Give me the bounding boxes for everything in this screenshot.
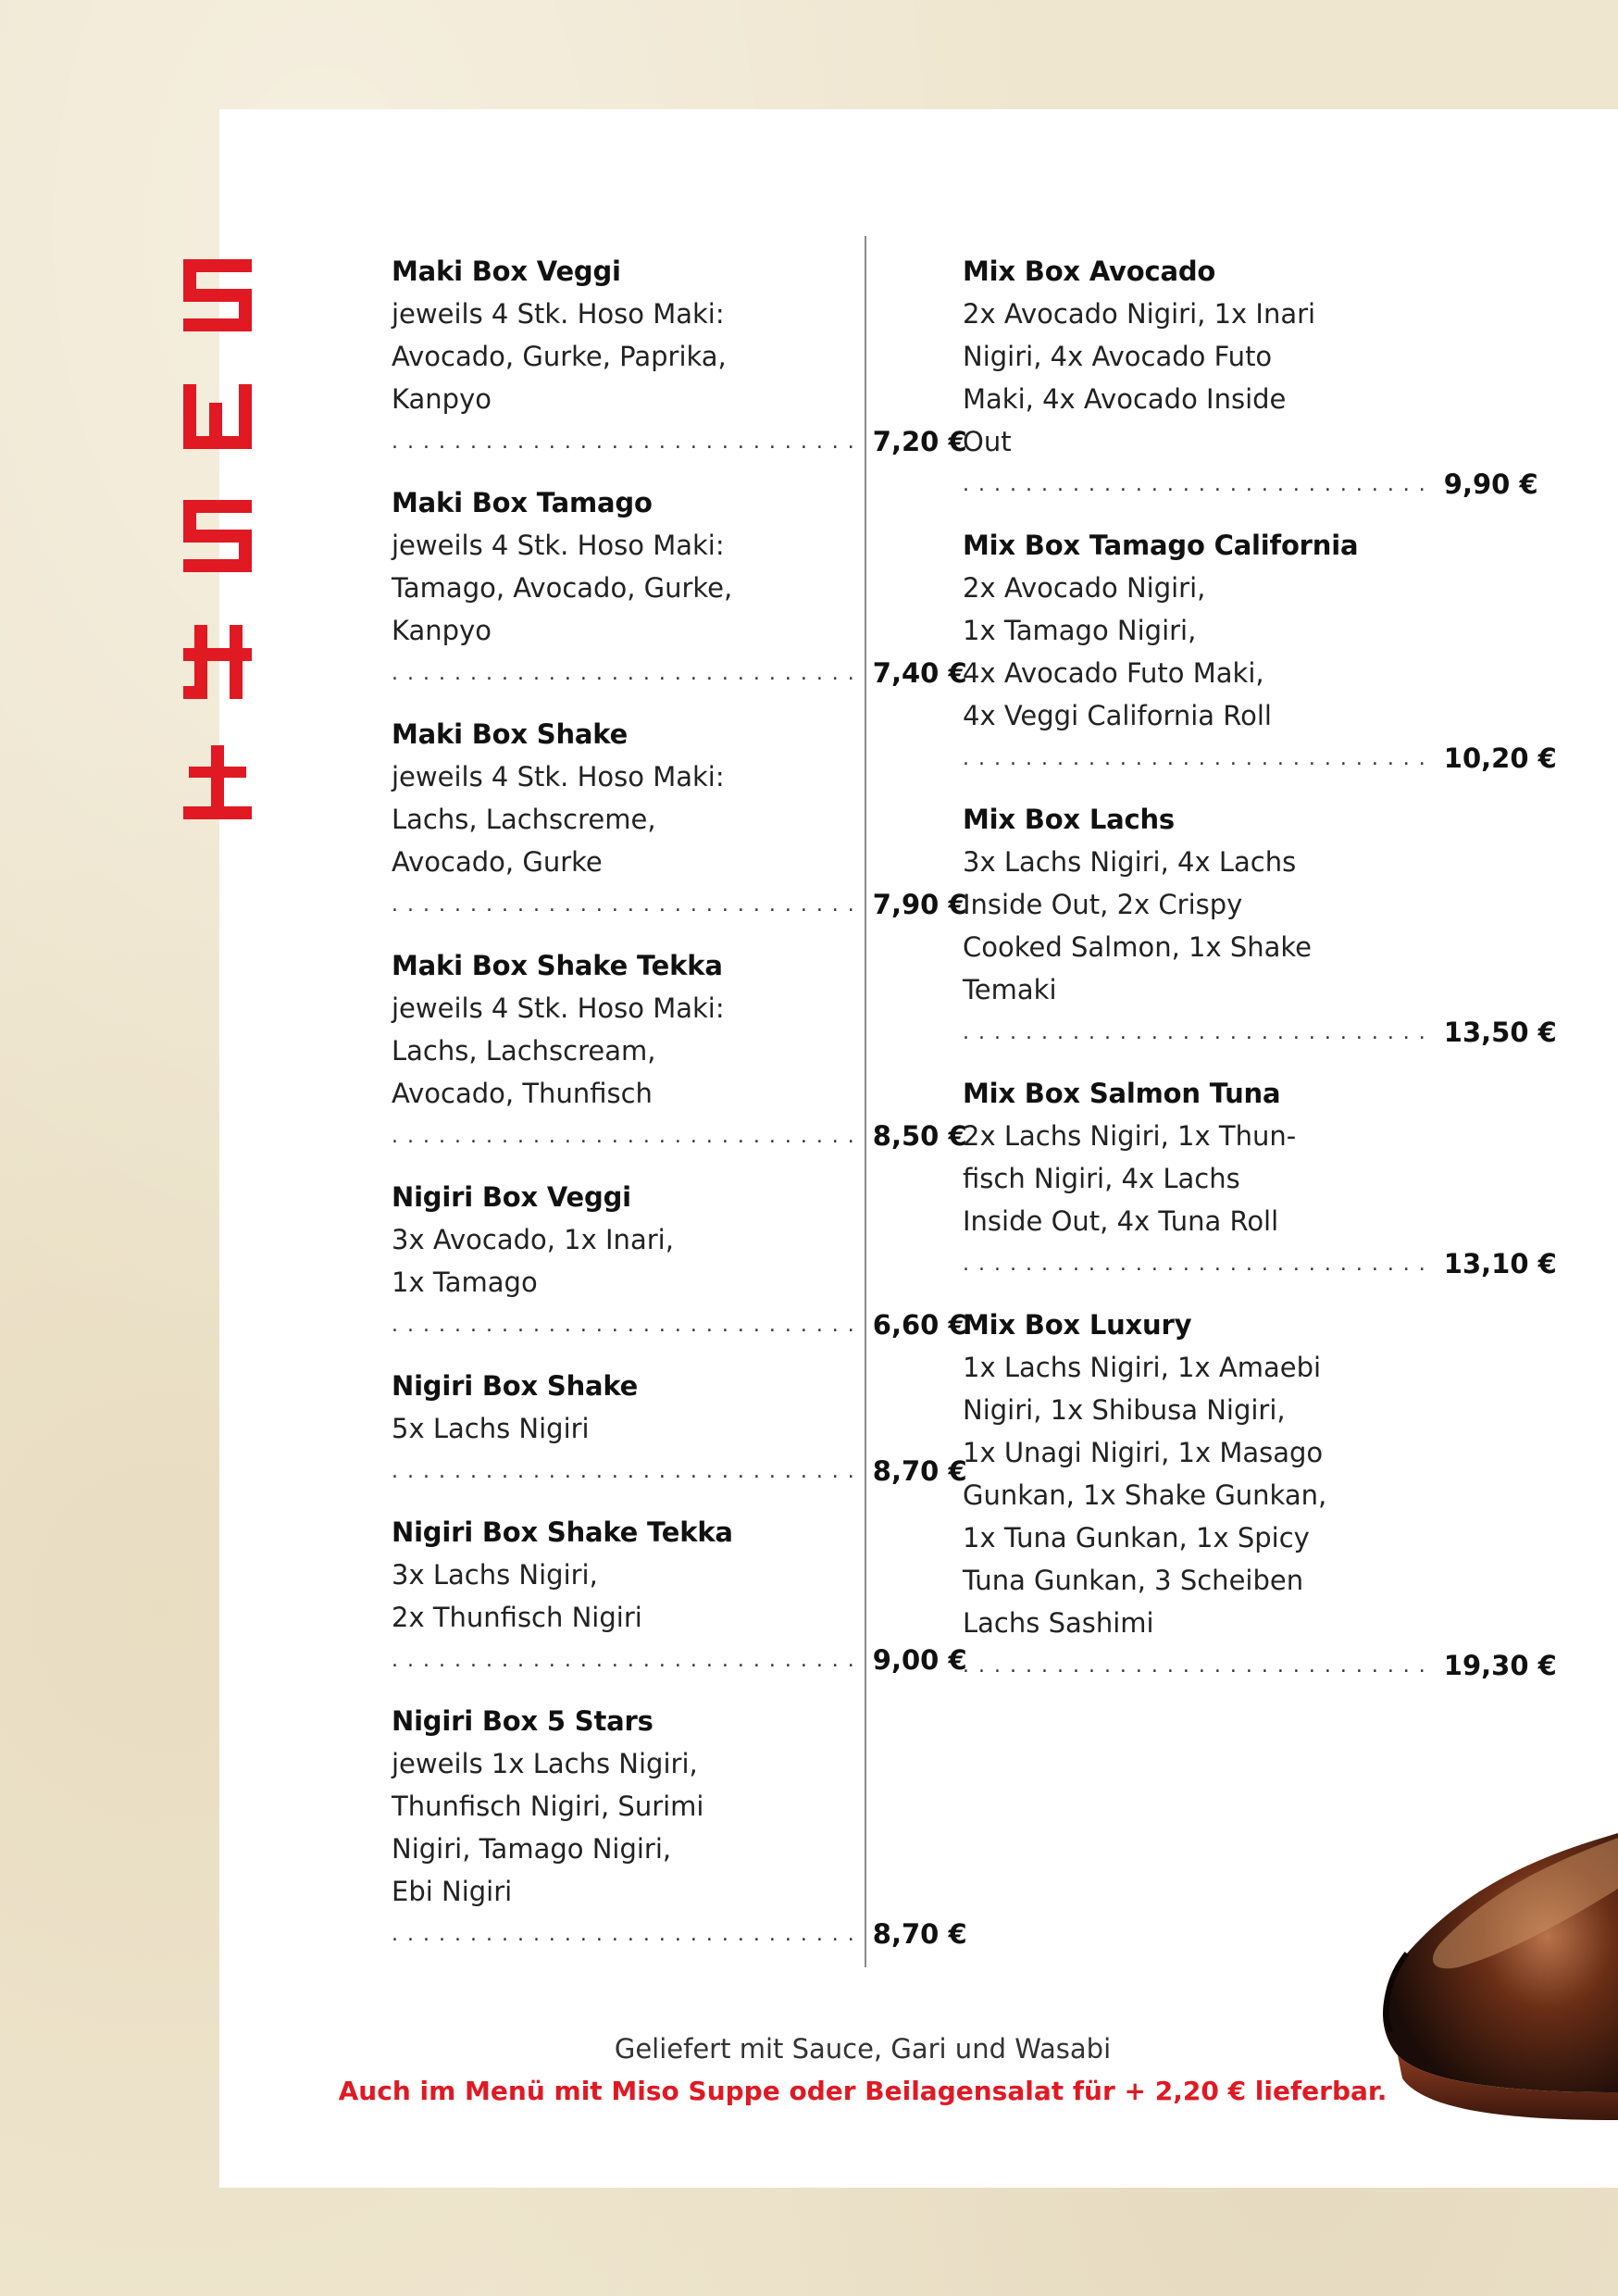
menu-item-description: 3x Lachs Nigiri, 2x Thunfisch Nigiri bbox=[392, 1559, 642, 1633]
menu-item-price: 13,50 € bbox=[1443, 1017, 1557, 1048]
menu-item bbox=[392, 1511, 967, 1681]
column-divider bbox=[865, 236, 866, 1967]
menu-footer bbox=[219, 2028, 1506, 2113]
dot-leader: .............................. bbox=[392, 661, 864, 685]
menu-item bbox=[392, 713, 967, 926]
dot-leader: .............................. bbox=[392, 1922, 864, 1946]
menu-item-description: 3x Lachs Nigiri, 4x Lachs Inside Out, 2x Crispy Cooked Salmon, 1x Shake Temaki bbox=[963, 846, 1312, 1005]
dot-leader: .............................. bbox=[392, 1648, 864, 1672]
menu-item bbox=[963, 798, 1557, 1054]
menu-item-price: 8,50 € bbox=[872, 1120, 967, 1152]
menu-item-name: Maki Box Shake bbox=[392, 718, 629, 750]
delivery-note: Geliefert mit Sauce, Gari und Wasabi bbox=[614, 2033, 1112, 2065]
menu-item bbox=[963, 1072, 1557, 1285]
menu-item bbox=[392, 481, 967, 694]
right-menu-column bbox=[963, 250, 1557, 1705]
dot-leader: .............................. bbox=[963, 1252, 1435, 1276]
menu-item-name: Nigiri Box Shake Tekka bbox=[392, 1516, 733, 1548]
menu-item-description: jeweils 4 Stk. Hoso Maki: Lachs, Lachscream, Avocado, Thunfisch bbox=[392, 992, 725, 1109]
menu-item-description: 2x Avocado Nigiri, 1x Inari Nigiri, 4x Avocado Futo Maki, 4x Avocado Inside Out bbox=[963, 298, 1316, 457]
menu-item-description: jeweils 4 Stk. Hoso Maki: Tamago, Avocado, Gurke, Kanpyo bbox=[392, 530, 733, 646]
menu-item-name: Maki Box Veggi bbox=[392, 256, 621, 287]
menu-item-price: 7,20 € bbox=[872, 426, 967, 457]
menu-item bbox=[963, 1304, 1557, 1687]
menu-item-description: 2x Avocado Nigiri, 1x Tamago Nigiri, 4x Avocado Futo Maki, 4x Veggi California Roll bbox=[963, 572, 1272, 731]
sushi-title-logo bbox=[176, 259, 259, 833]
menu-item bbox=[392, 1365, 967, 1492]
menu-item-description: jeweils 4 Stk. Hoso Maki: Avocado, Gurke, Paprika, Kanpyo bbox=[392, 298, 727, 415]
menu-item-name: Mix Box Tamago California bbox=[963, 530, 1359, 561]
left-menu-column bbox=[392, 250, 967, 1974]
menu-item-description: 1x Lachs Nigiri, 1x Amaebi Nigiri, 1x Shibusa Nigiri, 1x Unagi Nigiri, 1x Masago Gunkan, 1x Shake Gunkan, 1x Tuna Gunkan, 1x Spicy Tuna Gunkan, 3 Scheiben Lachs Sashimi bbox=[963, 1352, 1327, 1639]
menu-item bbox=[392, 1176, 967, 1346]
menu-item-price: 8,70 € bbox=[872, 1455, 967, 1487]
dot-leader: .............................. bbox=[392, 430, 864, 454]
menu-item-price: 10,20 € bbox=[1443, 742, 1557, 774]
dot-leader: .............................. bbox=[963, 472, 1435, 496]
menu-item-name: Nigiri Box Veggi bbox=[392, 1181, 631, 1213]
dot-leader: .............................. bbox=[963, 1020, 1435, 1044]
menu-offer-note: Auch im Menü mit Miso Suppe oder Beilagensalat für + 2,20 € lieferbar. bbox=[338, 2076, 1388, 2106]
menu-item-name: Mix Box Avocado bbox=[963, 256, 1216, 287]
sushi-photo bbox=[1370, 1815, 1618, 2213]
menu-item-price: 8,70 € bbox=[872, 1918, 967, 1950]
menu-item-name: Nigiri Box Shake bbox=[392, 1370, 639, 1402]
dot-leader: .............................. bbox=[963, 1653, 1435, 1678]
menu-item-description: 2x Lachs Nigiri, 1x Thun- fisch Nigiri, 4x Lachs Inside Out, 4x Tuna Roll bbox=[963, 1120, 1297, 1237]
menu-item-price: 7,90 € bbox=[872, 889, 967, 920]
menu-item bbox=[963, 524, 1557, 780]
dot-leader: .............................. bbox=[392, 1124, 864, 1148]
dot-leader: .............................. bbox=[963, 746, 1435, 770]
menu-item-price: 9,90 € bbox=[1443, 468, 1538, 500]
menu-item-description: 3x Avocado, 1x Inari, 1x Tamago bbox=[392, 1224, 674, 1298]
menu-item-name: Mix Box Salmon Tuna bbox=[963, 1078, 1281, 1109]
menu-item-description: 5x Lachs Nigiri bbox=[392, 1413, 590, 1444]
menu-item-price: 7,40 € bbox=[872, 657, 967, 689]
menu-item-price: 13,10 € bbox=[1443, 1248, 1557, 1279]
menu-item-price: 19,30 € bbox=[1443, 1650, 1557, 1681]
menu-item bbox=[963, 250, 1538, 505]
dot-leader: .............................. bbox=[392, 892, 864, 917]
menu-item-name: Mix Box Luxury bbox=[963, 1309, 1192, 1341]
dot-leader: .............................. bbox=[392, 1313, 864, 1337]
menu-item-name: Nigiri Box 5 Stars bbox=[392, 1705, 653, 1737]
menu-item-name: Maki Box Shake Tekka bbox=[392, 950, 723, 981]
menu-item bbox=[392, 1700, 967, 1955]
menu-item-price: 6,60 € bbox=[872, 1309, 967, 1341]
menu-item-name: Mix Box Lachs bbox=[963, 804, 1175, 835]
menu-item bbox=[392, 250, 967, 463]
menu-item-price: 9,00 € bbox=[872, 1644, 967, 1676]
menu-item-name: Maki Box Tamago bbox=[392, 487, 653, 518]
menu-item-description: jeweils 1x Lachs Nigiri, Thunfisch Nigiri, Surimi Nigiri, Tamago Nigiri, Ebi Nigiri bbox=[392, 1748, 704, 1907]
menu-item bbox=[392, 944, 967, 1157]
menu-item-description: jeweils 4 Stk. Hoso Maki: Lachs, Lachscreme, Avocado, Gurke bbox=[392, 761, 725, 878]
dot-leader: .............................. bbox=[392, 1459, 864, 1483]
